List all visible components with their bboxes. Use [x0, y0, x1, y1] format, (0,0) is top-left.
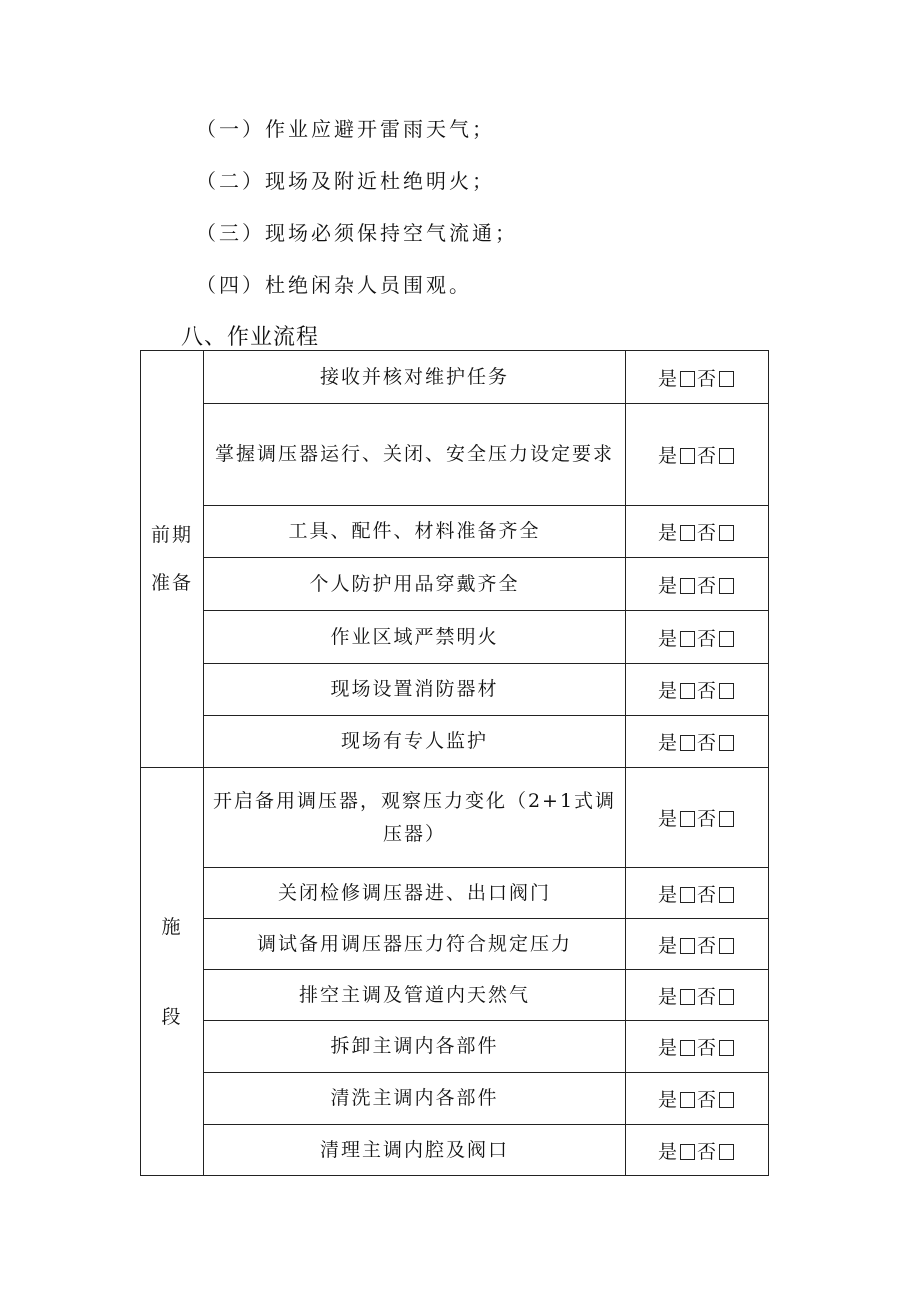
step-cell: [204, 611, 626, 664]
yes-checkbox[interactable]: [680, 631, 695, 647]
phase-label-line1: 前期: [150, 524, 193, 546]
yes-no-check: 是 否: [626, 611, 769, 664]
step-cell: [204, 768, 626, 868]
step-cell: [204, 351, 626, 404]
yes-no-check: 是 否: [626, 1021, 769, 1073]
step-text: 现场有专人监护: [340, 730, 488, 752]
no-checkbox[interactable]: [719, 938, 734, 954]
yes-no-check: 是 否: [626, 404, 769, 506]
no-checkbox[interactable]: [719, 1040, 734, 1056]
step-text: 作业区域严禁明火: [330, 625, 499, 648]
no-checkbox[interactable]: [719, 683, 734, 699]
step-text: 拆卸主调内各部件: [330, 1035, 499, 1057]
step-cell: [204, 664, 626, 716]
no-checkbox[interactable]: [719, 811, 734, 827]
no-checkbox[interactable]: [719, 887, 734, 903]
phase-label-line2: 准备: [150, 572, 193, 594]
step-text: 排空主调及管道内天然气: [298, 983, 530, 1006]
yes-checkbox[interactable]: [680, 448, 695, 464]
step-cell: [204, 558, 626, 611]
no-checkbox[interactable]: [719, 1092, 734, 1108]
table-row: [141, 1073, 769, 1125]
yes-checkbox[interactable]: [680, 1144, 695, 1160]
step-text: 开启备用调压器，观察压力变化（2+1式调压器）: [212, 789, 617, 845]
step-text: 调试备用调压器压力符合规定压力: [256, 932, 572, 955]
step-cell: [204, 716, 626, 768]
yes-no-check: 是 否: [626, 868, 769, 919]
phase-cell-construction: [141, 768, 204, 1176]
phase-label-line1: 施: [161, 915, 183, 938]
step-text: 清理主调内腔及阀口: [319, 1138, 509, 1161]
table-row: [141, 1021, 769, 1073]
yes-checkbox[interactable]: [680, 735, 695, 751]
yes-no-check: 是 否: [626, 768, 769, 868]
yes-no-check: 是 否: [626, 970, 769, 1021]
table-row: [141, 919, 769, 970]
workflow-table: [140, 350, 769, 1176]
rule-2: （二）现场及附近杜绝明火；: [196, 169, 495, 193]
step-cell: [204, 919, 626, 970]
no-checkbox[interactable]: [719, 735, 734, 751]
step-cell: [204, 970, 626, 1021]
table-row: [141, 970, 769, 1021]
yes-checkbox[interactable]: [680, 578, 695, 594]
table-row: [141, 868, 769, 919]
phase-label-line2: 段: [161, 1005, 183, 1028]
yes-no-check: 是 否: [626, 664, 769, 716]
yes-checkbox[interactable]: [680, 938, 695, 954]
yes-no-check: 是 否: [626, 716, 769, 768]
yes-checkbox[interactable]: [680, 1040, 695, 1056]
no-checkbox[interactable]: [719, 371, 734, 387]
table-row: [141, 1125, 769, 1176]
table-row: [141, 664, 769, 716]
step-cell: [204, 1021, 626, 1073]
yes-no-check: 是 否: [626, 506, 769, 558]
yes-checkbox[interactable]: [680, 525, 695, 541]
no-checkbox[interactable]: [719, 989, 734, 1005]
yes-no-check: 是 否: [626, 351, 769, 404]
no-checkbox[interactable]: [719, 578, 734, 594]
no-checkbox[interactable]: [719, 448, 734, 464]
yes-checkbox[interactable]: [680, 989, 695, 1005]
step-text: 掌握调压器运行、关闭、安全压力设定要求: [214, 443, 614, 465]
step-cell: [204, 404, 626, 506]
rule-3: （三）现场必须保持空气流通；: [196, 221, 518, 245]
yes-no-check: 是 否: [626, 1125, 769, 1176]
yes-no-check: 是 否: [626, 919, 769, 970]
yes-no-check: 是 否: [626, 1073, 769, 1125]
step-text: 个人防护用品穿戴齐全: [309, 572, 520, 595]
table-row: [141, 611, 769, 664]
step-text: 关闭检修调压器进、出口阀门: [277, 881, 551, 904]
yes-checkbox[interactable]: [680, 1092, 695, 1108]
yes-checkbox[interactable]: [680, 887, 695, 903]
table-row: [141, 404, 769, 506]
rule-4: （四）杜绝闲杂人员围观。: [196, 273, 472, 297]
step-cell: [204, 1125, 626, 1176]
phase-cell-preparation: [141, 351, 204, 768]
step-text: 清洗主调内各部件: [330, 1087, 499, 1109]
table-row: [141, 351, 769, 404]
step-cell: [204, 1073, 626, 1125]
step-cell: [204, 868, 626, 919]
step-text: 接收并核对维护任务: [319, 365, 509, 388]
table-row: [141, 506, 769, 558]
table-row: [141, 768, 769, 868]
section-title: 八、作业流程: [181, 325, 320, 350]
yes-no-check: 是 否: [626, 558, 769, 611]
no-checkbox[interactable]: [719, 1144, 734, 1160]
no-checkbox[interactable]: [719, 631, 734, 647]
step-cell: [204, 506, 626, 558]
rule-1: （一）作业应避开雷雨天气；: [196, 117, 495, 141]
step-text: 工具、配件、材料准备齐全: [288, 520, 541, 542]
no-checkbox[interactable]: [719, 525, 734, 541]
yes-checkbox[interactable]: [680, 371, 695, 387]
step-text: 现场设置消防器材: [330, 678, 499, 700]
yes-checkbox[interactable]: [680, 683, 695, 699]
table-row: [141, 716, 769, 768]
table-row: [141, 558, 769, 611]
yes-checkbox[interactable]: [680, 811, 695, 827]
